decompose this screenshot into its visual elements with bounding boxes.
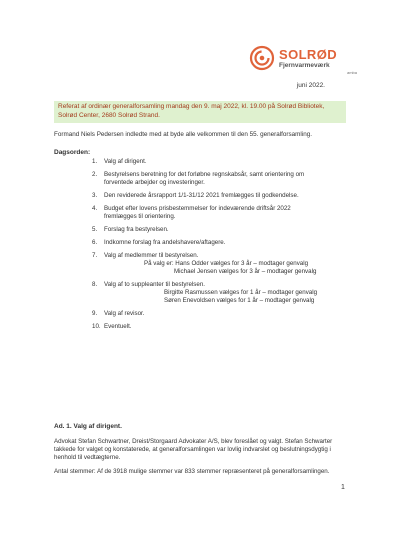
page-number: 1	[341, 484, 345, 491]
banner-line-1: Referat af ordinær generalforsamling mandag den 9. maj 2022, kl. 19.00 på Solrød Bibliotek,	[58, 103, 325, 110]
intro-text: Formand Niels Pedersen indledte med at byde alle velkommen til den 55. generalforsamling.	[54, 131, 312, 138]
agenda-number: 5.	[92, 226, 98, 233]
agenda-item	[92, 252, 352, 276]
agenda-text: Den reviderede årsrapport 1/1-31/12 2021 fremlægges til godkendelse.	[104, 192, 299, 199]
agenda-text: Valg af medlemmer til bestyrelsen.	[104, 252, 199, 259]
agenda-text: Valg af dirigent.	[104, 158, 147, 165]
agenda-text: Budget efter lovens prisbestemmelser for indeværende driftsår 2022	[104, 205, 291, 212]
agenda-heading: Dagsorden:	[54, 149, 91, 156]
agenda-number: 4.	[92, 205, 98, 212]
solrod-logo-icon	[249, 45, 275, 71]
agenda-number: 6.	[92, 239, 98, 246]
meeting-banner	[54, 101, 346, 123]
agenda-number: 9.	[92, 310, 98, 317]
section-heading-ad1: Ad. 1. Valg af dirigent.	[54, 423, 122, 430]
agenda-number: 7.	[92, 252, 98, 259]
agenda-item	[92, 192, 352, 200]
agenda-text: Indkomne forslag fra andelshavere/aftagere.	[104, 239, 226, 246]
logo-suffix: amba	[347, 70, 358, 75]
agenda-subline: Michael Jensen vælges for 3 år – modtager genvalg	[174, 268, 317, 275]
agenda-item	[92, 323, 352, 331]
agenda-subline: På valg er: Hans Odder vælges for 3 år – modtager genvalg	[144, 260, 309, 267]
agenda-text: fremlægges til orientering.	[104, 213, 176, 220]
agenda-item	[92, 226, 352, 234]
ad1-paragraph-2: Antal stemmer: Af de 3918 mulige stemmer var 833 stemmer repræsenteret på generalforsamlingen.	[54, 468, 330, 475]
agenda-number: 10.	[92, 323, 101, 330]
agenda-text: Forslag fra bestyrelsen.	[104, 226, 169, 233]
agenda-subline: Søren Enevoldsen vælges for 1 år – modtager genvalg	[164, 297, 315, 304]
agenda-number: 8.	[92, 281, 98, 288]
agenda-item	[92, 171, 352, 187]
agenda-number: 3.	[92, 192, 98, 199]
company-logo	[249, 45, 359, 77]
logo-name: SOLRØD	[279, 47, 338, 62]
agenda-text: Eventuelt.	[104, 323, 132, 330]
agenda-list	[92, 158, 352, 336]
agenda-item	[92, 281, 352, 305]
banner-line-2: Solrød Center, 2680 Solrød Strand.	[58, 111, 160, 119]
agenda-text: Valg af to suppleanter til bestyrelsen.	[104, 281, 206, 288]
document-date: juni 2022.	[296, 82, 325, 89]
agenda-text: forventede arbejder og investeringer.	[104, 179, 205, 186]
ad1-paragraph-1: Advokat Stefan Schwartner, Dreist/Storgaard Advokater A/S, blev foreslået og valgt. Stefan Schwarter takkede for valget og konstaterede, at generalforsamlingen var lovlig indvarslet og beslutningsdygtig i henhold til vedtægterne.	[54, 438, 333, 461]
agenda-item	[92, 205, 352, 221]
agenda-item	[92, 239, 352, 247]
agenda-subline: Birgitte Rasmussen vælges for 1 år – modtager genvalg	[164, 289, 318, 296]
agenda-number: 2.	[92, 171, 98, 178]
agenda-text: Bestyrelsens beretning for det forløbne regnskabsår, samt orientering om	[104, 171, 305, 178]
agenda-item	[92, 310, 352, 318]
agenda-text: Valg af revisor.	[104, 310, 145, 317]
agenda-number: 1.	[92, 158, 98, 165]
logo-subtitle: Fjernvarmeværk	[279, 62, 330, 69]
agenda-item	[92, 158, 352, 166]
